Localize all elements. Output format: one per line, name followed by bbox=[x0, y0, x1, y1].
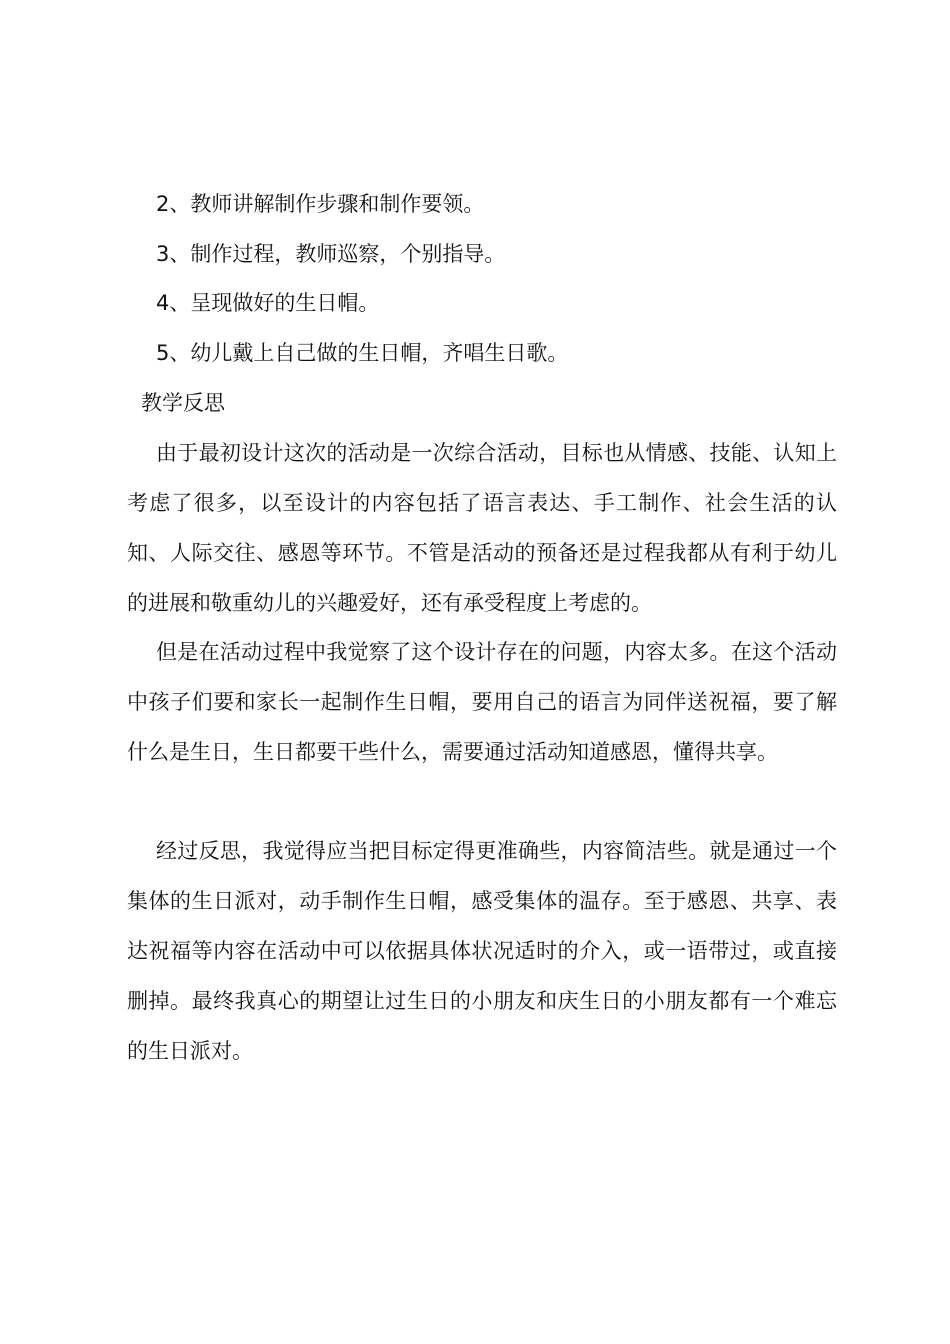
section-heading: 教学反思 bbox=[141, 391, 225, 415]
reflection-paragraph-1: 由于最初设计这次的活动是一次综合活动，目标也从情感、技能、认知上考虑了很多，以至设计的内容包括了语言表达、手工制作、社会生活的认知、人际交往、感恩等环节。不管是活动的预备还是过程我都从有利于幼儿的进展和敬重幼儿的兴趣爱好，还有承受程度上考虑的。 bbox=[127, 441, 837, 615]
reflection-paragraph-3: 经过反思，我觉得应当把目标定得更准确些，内容简洁些。就是通过一个集体的生日派对，动手制作生日帽，感受集体的温存。至于感恩、共享、表达祝福等内容在活动中可以依据具体状况适时的介入，或一语带过，或直接删掉。最终我真心的期望让过生日的小朋友和庆生日的小朋友都有一个难忘的生日派对。 bbox=[127, 839, 837, 1063]
step-item-4: 4、呈现做好的生日帽。 bbox=[156, 291, 380, 315]
reflection-paragraph-2: 但是在活动过程中我觉察了这个设计存在的问题，内容太多。在这个活动中孩子们要和家长一起制作生日帽，要用自己的语言为同伴送祝福，要了解什么是生日，生日都要干些什么，需要通过活动知道感恩，懂得共享。 bbox=[127, 640, 837, 764]
step-item-2: 2、教师讲解制作步骤和制作要领。 bbox=[156, 192, 485, 216]
step-item-3: 3、制作过程，教师巡察，个别指导。 bbox=[156, 242, 506, 266]
step-item-5: 5、幼儿戴上自己做的生日帽，齐唱生日歌。 bbox=[156, 341, 569, 365]
